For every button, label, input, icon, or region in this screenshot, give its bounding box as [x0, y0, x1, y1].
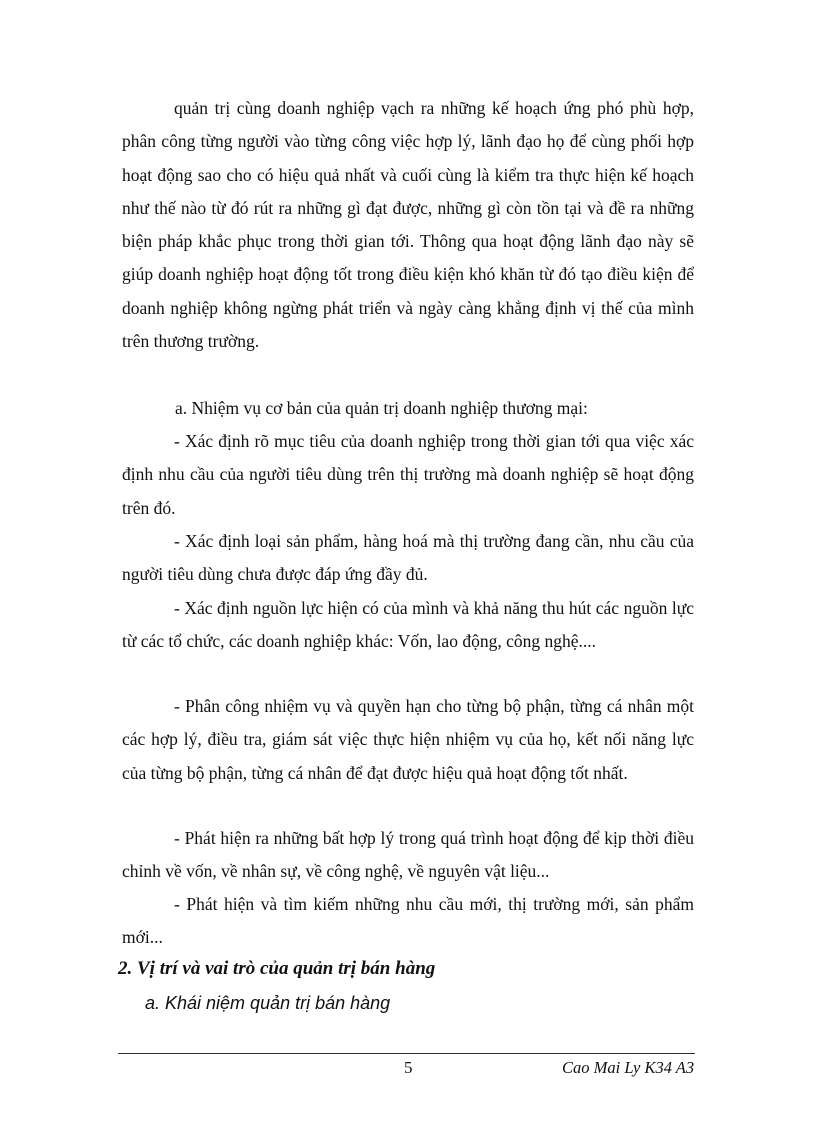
bullet-item: - Phát hiện và tìm kiếm những nhu cầu mới, thị trường mới, sản phẩm mới...: [122, 894, 694, 948]
body-paragraph: quản trị cùng doanh nghiệp vạch ra những kế hoạch ứng phó phù hợp, phân công từng người vào từng công việc hợp lý, lãnh đạo họ để cùng phối hợp hoạt động sao cho có hiệu quả nhất và cuối cùng là kiểm tra thực hiện kế hoạch như thế nào từ đó rút ra những gì đạt được, những gì còn tồn tại và đề ra những biện pháp khắc phục trong thời gian tới. Thông qua hoạt động lãnh đạo này sẽ giúp doanh nghiệp hoạt động tốt trong điều kiện khó khăn từ đó tạo điều kiện để doanh nghiệp không ngừng phát triển và ngày càng khẳng định vị thế của mình trên thương trường.: [122, 98, 694, 352]
section-heading: 2. Vị trí và vai trò của quản trị bán hàng: [118, 958, 436, 979]
bullet-item: - Phân công nhiệm vụ và quyền hạn cho từng bộ phận, từng cá nhân một các hợp lý, điều tra, giám sát việc thực hiện nhiệm vụ của họ, kết nối năng lực của từng bộ phận, từng cá nhân để đạt được hiệu quả hoạt động tốt nhất.: [122, 696, 694, 783]
bullet-item: - Xác định rõ mục tiêu của doanh nghiệp trong thời gian tới qua việc xác định nhu cầu của người tiêu dùng trên thị trường mà doanh nghiệp sẽ hoạt động trên đó.: [122, 431, 694, 518]
footer-divider: [118, 1053, 695, 1054]
list-item-a: a. Nhiệm vụ cơ bản của quản trị doanh nghiệp thương mại:: [175, 398, 588, 418]
bullet-item: - Phát hiện ra những bất hợp lý trong quá trình hoạt động để kịp thời điều chỉnh về vốn, về nhân sự, về công nghệ, về nguyên vật liệu...: [122, 828, 694, 882]
subsection-heading: a. Khái niệm quản trị bán hàng: [145, 993, 391, 1013]
footer-author: Cao Mai Ly K34 A3: [562, 1058, 695, 1077]
bullet-item: - Xác định nguồn lực hiện có của mình và khả năng thu hút các nguồn lực từ các tổ chức, các doanh nghiệp khác: Vốn, lao động, công nghệ....: [122, 598, 694, 652]
page-number: 5: [404, 1058, 413, 1077]
bullet-item: - Xác định loại sản phẩm, hàng hoá mà thị trường đang cần, nhu cầu của người tiêu dùng chưa được đáp ứng đầy đủ.: [122, 531, 694, 585]
